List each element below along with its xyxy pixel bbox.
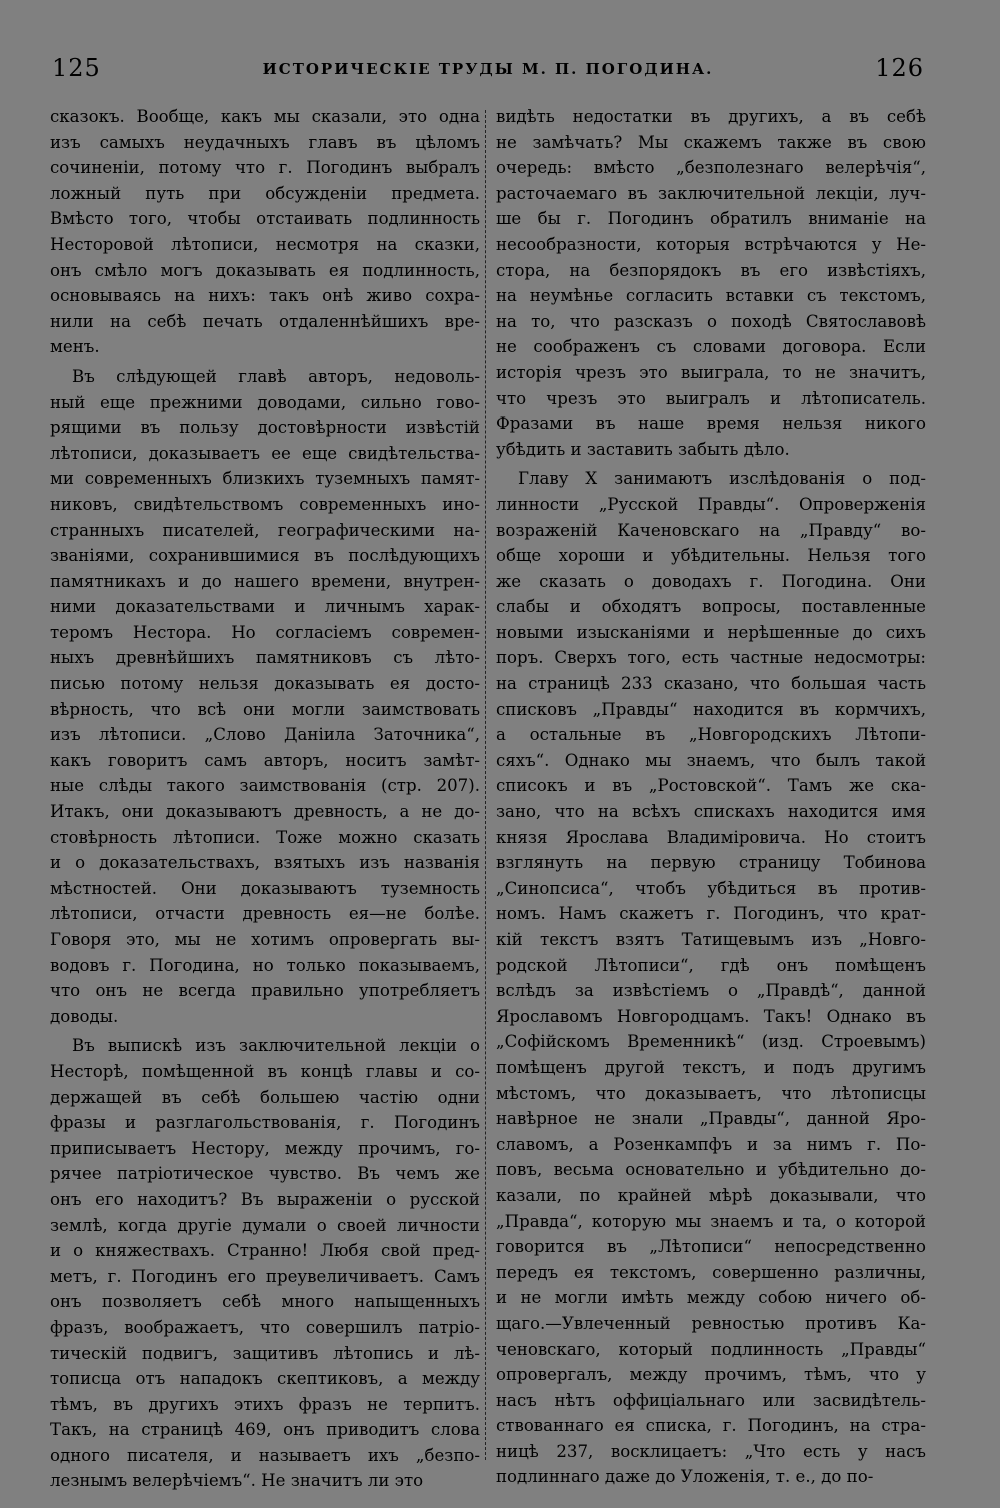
text-line: навѣрное не знали „Правды“, данной Яро- [496,1109,926,1129]
text-line: изъ лѣтописи. „Слово Даніила Заточника“, [50,725,480,745]
right-text-column [496,104,926,1490]
left-page-number: 125 [52,54,101,82]
column-divider [485,110,486,1460]
text-line: ше бы г. Погодинъ обратилъ вниманіе на [496,209,926,229]
text-line: Главу X занимаютъ изслѣдованія о под- [518,469,926,489]
text-line: и не могли имѣть между собою ничего об- [496,1288,926,1308]
running-title: ИСТОРИЧЕСКІЕ ТРУДЫ М. П. ПОГОДИНА. [262,60,714,78]
text-line: приписываетъ Нестору, между прочимъ, го- [50,1138,480,1158]
paragraph [496,466,926,1490]
text-line: „Софійскомъ Временникѣ“ (изд. Строевымъ) [496,1032,926,1052]
text-line: лѣтописи, отчасти древность ея—не болѣе. [50,904,480,924]
text-line: Несторовой лѣтописи, несмотря на сказки, [50,234,480,254]
text-line: повъ, весьма основательно и убѣдительно до- [496,1160,926,1180]
text-line: „Синопсиса“, чтобъ убѣдиться въ против- [496,878,926,898]
text-line: расточаемаго въ заключительной лекціи, луч- [496,183,926,203]
text-line: ные слѣды такого заимствованія (стр. 207). [50,776,480,796]
text-line: списковъ „Правды“ находится въ кормчихъ, [496,699,926,719]
text-line: ми современныхъ близкихъ туземныхъ памят- [50,469,480,489]
text-line: рячее патріотическое чувство. Въ чемъ же [50,1164,480,1184]
text-line: основываясь на нихъ: такъ онѣ живо сохра- [50,286,480,306]
text-line: одного писателя, и называетъ ихъ „безпо- [50,1445,480,1465]
text-line: лѣтописи, доказываетъ ее еще свидѣтельства- [50,443,480,463]
text-line: ложный путь при обсужденіи предмета. [50,183,480,203]
paragraph [496,104,926,462]
text-line: родской Лѣтописи“, гдѣ онъ помѣщенъ [496,955,926,975]
text-line: насъ нѣтъ оффиціальнаго или засвидѣтель- [496,1390,926,1410]
text-line: новыми изысканіями и нерѣшенные до сихъ [496,622,926,642]
text-line: онъ его находитъ? Въ выраженіи о русской [50,1189,480,1209]
text-line: Въ выпискѣ изъ заключительной лекціи о [72,1036,480,1056]
text-line: держащей въ себѣ большею частію одни [50,1087,480,1107]
text-line: сказокъ. Вообще, какъ мы сказали, это одна [50,107,480,126]
running-header [52,54,924,86]
text-line: водовъ г. Погодина, но только показываемъ, [50,955,480,975]
text-line: нили на себѣ печать отдаленнѣйшихъ вре- [50,311,480,331]
paragraph [50,104,480,360]
text-line: фразы и разглагольствованія, г. Погодинъ [50,1113,480,1133]
text-line: убѣдить и заставить забыть дѣло. [496,439,790,459]
text-line: передъ ея текстомъ, совершенно различны, [496,1262,926,1282]
text-line: сяхъ“. Однако мы знаемъ, что былъ такой [496,750,926,770]
right-page-number: 126 [875,54,924,82]
text-line: никовъ, свидѣтельствомъ современныхъ ино- [50,494,480,514]
text-line: тописца отъ нападокъ скептиковъ, а между [50,1369,480,1389]
text-line: странныхъ писателей, географическими на- [50,520,480,540]
text-line: Итакъ, они доказываютъ древность, а не до- [50,802,480,822]
text-line: несообразности, которыя встрѣчаются у Не- [496,234,926,254]
text-line: землѣ, когда другіе думали о своей личности [50,1215,480,1235]
text-line: стовѣрность лѣтописи. Тоже можно сказать [50,827,480,847]
text-line: мѣстностей. Они доказываютъ туземность [50,878,480,898]
text-line: ченовскаго, который подлинность „Правды“ [496,1339,926,1359]
text-line: лезнымъ велерѣчіемъ“. Не значитъ ли это [50,1471,424,1491]
text-line: очередь: вмѣсто „безполезнаго велерѣчія“, [496,158,926,178]
paragraph [50,1033,480,1494]
text-line: вѣрность, что всѣ они могли заимствовать [50,699,480,719]
text-line: поръ. Сверхъ того, есть частные недосмотры: [496,648,926,668]
text-line: славомъ, а Розенкампфъ и за нимъ г. По- [496,1134,926,1154]
text-line: ствованнаго ея списка, г. Погодинъ, на стра- [496,1416,926,1436]
text-line: видѣть недостатки въ другихъ, а въ себѣ [496,107,926,126]
text-line: что чрезъ это выигралъ и лѣтописатель. [496,388,926,408]
text-line: казали, по крайней мѣрѣ доказывали, что [496,1185,926,1205]
text-line: стора, на безпорядокъ въ его извѣстіяхъ, [496,260,926,280]
text-line: опровергалъ, между прочимъ, тѣмъ, что у [496,1365,926,1385]
text-line: князя Ярослава Владиміровича. Но стоитъ [496,827,926,847]
text-line: помѣщенъ другой текстъ, и подъ другимъ [496,1057,926,1077]
text-line: на страницѣ 233 сказано, что большая часть [496,674,926,694]
text-line: „Правда“, которую мы знаемъ и та, о которой [496,1211,926,1231]
text-line: тѣмъ, въ другихъ этихъ фразъ не терпитъ. [50,1394,480,1414]
text-line: номъ. Намъ скажетъ г. Погодинъ, что крат- [496,904,926,924]
text-line: линности „Русской Правды“. Опроверженія [496,494,926,514]
text-line: доводы. [50,1006,119,1026]
text-line: говорится въ „Лѣтописи“ непосредственно [496,1237,926,1257]
text-line: возраженій Каченовскаго на „Правду“ во- [496,520,926,540]
text-line: на то, что разсказъ о походѣ Святославовѣ [496,311,926,331]
text-line: не соображенъ съ словами договора. Если [496,337,926,357]
text-line: на неумѣнье согласить вставки съ текстомъ, [496,286,926,306]
text-line: слабы и обходятъ вопросы, поставленные [496,597,926,617]
text-line: ними доказательствами и личнымъ харак- [50,597,480,617]
text-line: фразъ, воображаетъ, что совершилъ патріо- [50,1317,480,1337]
text-line: ный еще прежними доводами, сильно гово- [50,392,480,412]
text-line: а остальные въ „Новгородскихъ Лѣтопи- [496,725,926,745]
text-line: не замѣчать? Мы скажемъ также въ свою [496,132,926,152]
text-line: званіями, сохранившимися въ послѣдующихъ [50,546,480,566]
text-line: взглянуть на первую страницу Тобинова [496,853,926,873]
text-line: памятникахъ и до нашего времени, внутрен- [50,571,480,591]
text-line: Вмѣсто того, чтобы отстаивать подлинность [50,209,480,229]
text-line: Въ слѣдующей главѣ авторъ, недоволь- [72,366,480,386]
text-line: щаго.—Увлеченный ревностью противъ Ка- [496,1313,926,1333]
text-line: онъ позволяетъ себѣ много напыщенныхъ [50,1292,480,1312]
text-line: Говоря это, мы не хотимъ опровергать вы- [50,930,480,949]
text-line: ницѣ 237, восклицаетъ: „Что есть у насъ [496,1441,926,1461]
left-text-column [50,104,480,1494]
text-line: кій текстъ взятъ Татищевымъ изъ „Новго- [496,930,926,949]
text-line: сочиненіи, потому что г. Погодинъ выбралъ [50,158,480,178]
text-line: писью потому нельзя доказывать ея досто- [50,674,480,694]
text-line: Фразами въ наше время нельзя никого [496,414,926,434]
text-line: обще хороши и убѣдительны. Нельзя того [496,546,926,566]
text-line: же сказать о доводахъ г. Погодина. Они [496,571,926,591]
text-line: метъ, г. Погодинъ его преувеличиваетъ. Самъ [50,1266,480,1286]
paragraph [50,364,480,1029]
text-line: тическій подвигъ, защитивъ лѣтопись и лѣ- [50,1343,480,1363]
text-line: Такъ, на страницѣ 469, онъ приводитъ слова [50,1420,480,1440]
text-line: вслѣдъ за извѣстіемъ о „Правдѣ“, данной [496,981,926,1001]
text-line: зано, что на всѣхъ спискахъ находится имя [496,802,926,822]
text-line: онъ смѣло могъ доказывать ея подлинность, [50,260,480,280]
text-line: подлиннаго даже до Уложенія, т. е., до по- [496,1467,874,1487]
text-line: Несторѣ, помѣщенной въ концѣ главы и со- [50,1061,480,1081]
text-line: и о княжествахъ. Странно! Любя свой пред- [50,1241,480,1261]
text-line: Ярославомъ Новгородцамъ. Такъ! Однако въ [496,1006,926,1026]
text-line: и о доказательствахъ, взятыхъ изъ названія [50,853,480,873]
text-line: ныхъ древнѣйшихъ памятниковъ съ лѣто- [50,648,480,668]
text-line: что онъ не всегда правильно употребляетъ [50,981,480,1001]
text-line: исторія чрезъ это выиграла, то не значитъ, [496,362,926,382]
text-line: мѣстомъ, что доказываетъ, что лѣтописцы [496,1083,926,1103]
text-line: какъ говоритъ самъ авторъ, носитъ замѣт- [50,750,480,770]
text-line: менъ. [50,337,100,357]
text-line: списокъ и въ „Ростовской“. Тамъ же ска- [496,776,926,796]
text-line: теромъ Нестора. Но согласіемъ современ- [50,622,480,642]
text-line: рящими въ пользу достовѣрности извѣстій [50,418,480,438]
text-line: изъ самыхъ неудачныхъ главъ въ цѣломъ [50,132,480,152]
